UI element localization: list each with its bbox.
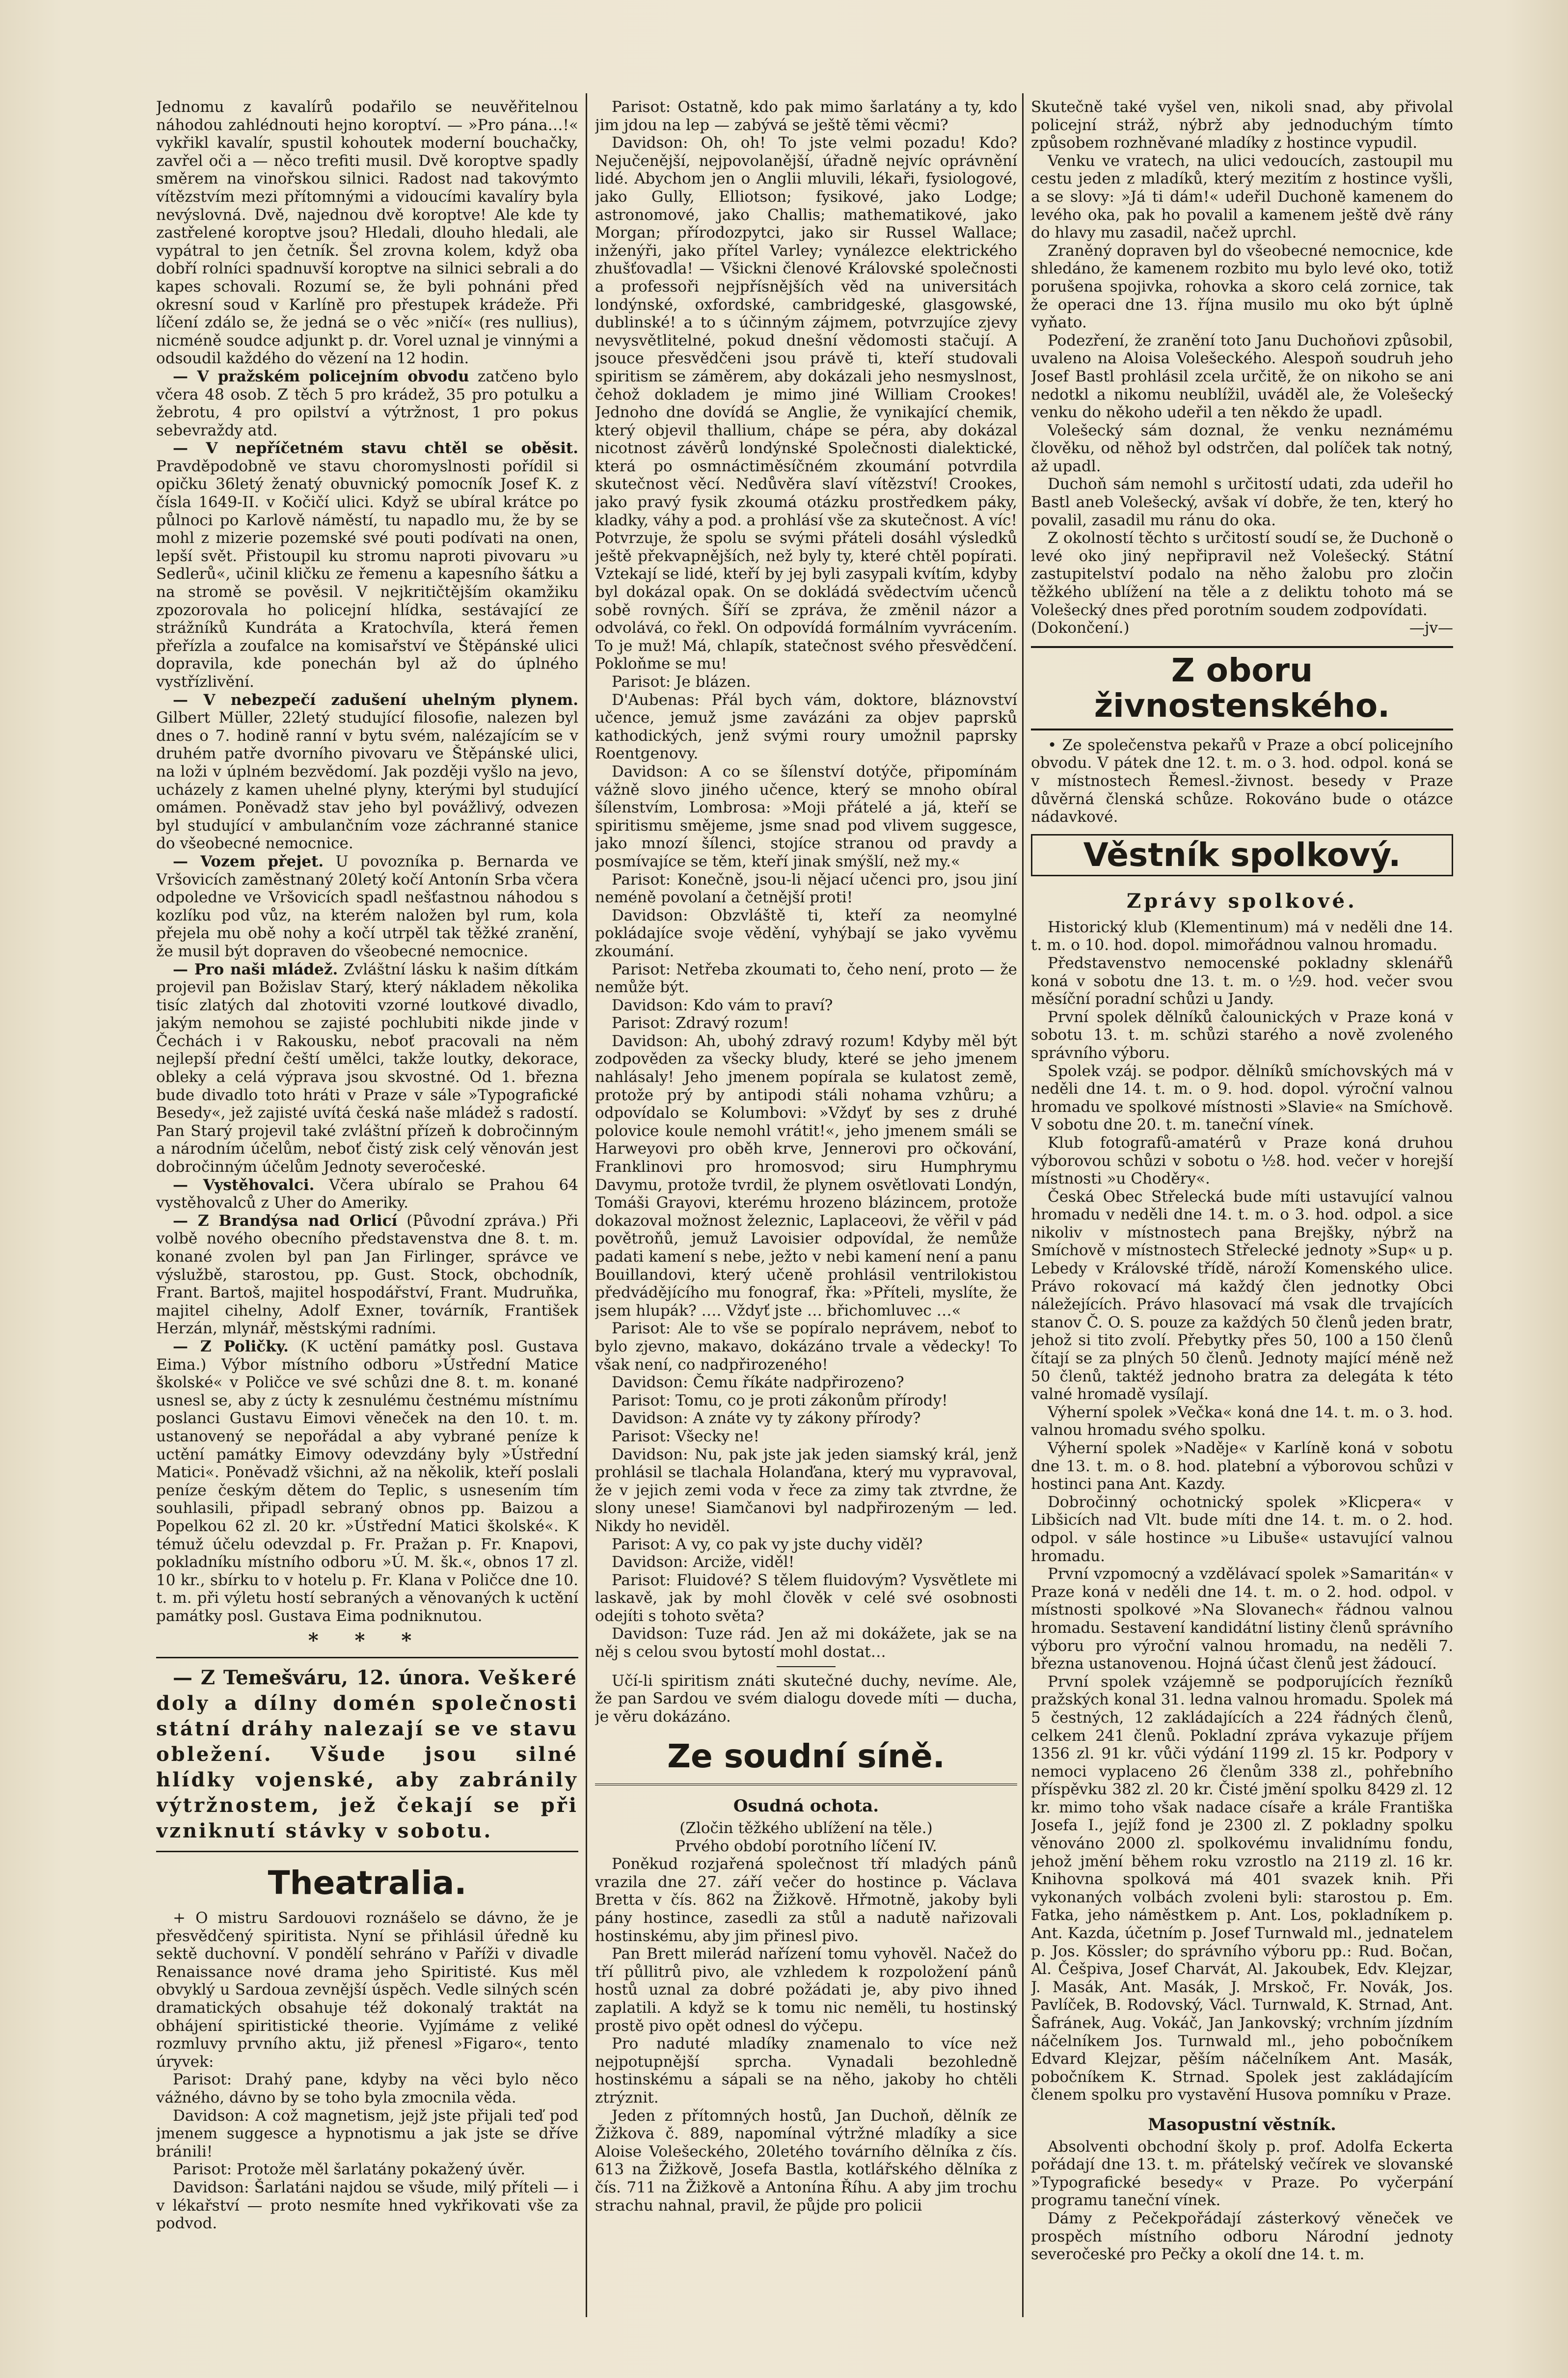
section-trade (1031, 646, 1453, 730)
dialogue-line: Parisot: Protože měl šarlatány pokažený úvěr. (173, 2161, 526, 2179)
news-item (156, 1338, 578, 1625)
article-paragraph: Volešecký sám doznal, že venku neznámému člověku, od něhož byl odstrčen, dal políček tak notný, až upadl. (1031, 421, 1453, 475)
news-heading: — Z Poličky. (173, 1337, 289, 1355)
news-text: Včera ubíralo se Prahou 64 vystěhovalců z Uher do Ameriky. (156, 1176, 578, 1212)
dialogue-line: Davidson: Obzvláště ti, kteří za neomylné pokládajíce svoje vědění, vyhýbají se jako vyvěmu zkoumání. (595, 906, 1017, 960)
article-paragraph: Podezření, že zranění toto Janu Duchoňovi způsobil, uvaleno na Aloisa Volešeckého. Alespoň soudruh jeho Josef Bastl prohlásil zcela určitě, že on nikoho se ani nedotkl a nikomu neublížil, uváděl ale, že Volešecký venku do někoho udeřil a ten někdo že upadl. (1031, 331, 1453, 422)
news-heading: — Vystěhovalci. (173, 1176, 315, 1194)
column-left (156, 98, 578, 2317)
section-associations (1031, 834, 1453, 876)
news-text: Zvláštní lásku k našim dítkám projevil pan Božislav Starý, který nákladem několika tisíc zlatých dal zhotoviti vzorné loutkové divadlo, jakým nemohou se zajisté pochlubiti nikde jinde v Čechách i v Rakousku, neboť pracovali na něm nejlepší přední čeští umělci, takže loutky, dekorace, obleky a celá výprava jsou skvostné. Od 1. března bude divadlo toto hráti v Praze v sále »Typografické Besedy«, jež zajisté uvítá česká naše mládež s radostí. Pan Starý projevil také zvláštní přízeň k dobročinným a národním účelům, neboť čistý zisk celý věnován jest dobročinným účelům Jednoty severočeské. (156, 960, 578, 1176)
dialogue-line: Parisot: Drahý pane, kdyby na věci bylo něco vážného, dávno by se toho byla zmocnila věda. (156, 2071, 578, 2107)
news-item (156, 368, 578, 439)
news-item (156, 1212, 578, 1338)
news-heading: — Vozem přejet. (173, 852, 324, 870)
news-heading: — V nebezpečí zadušení uhelným plynem. (173, 691, 578, 709)
dialogue-line: Parisot: Je blázen. (612, 673, 751, 691)
column-right (1031, 98, 1453, 2317)
news-note: (Původní zpráva.) (406, 1212, 547, 1230)
article-paragraph: Zraněný dopraven byl do všeobecné nemocnice, kde shledáno, že kamenem rozbito mu bylo levé oko, totiž porušena spojivka, rohovka a skoro celá zornice, tak že operaci dne 13. října musilo mu oko být úplně vyňato. (1031, 242, 1453, 332)
dialogue-line: Davidson: Tuze rád. Jen až mi dokážete, jak se na něj s celou svou bytostí mohl dostat… (595, 1625, 1017, 1661)
news-item: Dobročinný ochotnický spolek »Klicpera« v Libšicích nad Vlt. bude míti dne 14. t. m. o 2. hod. odpol. v sále hostince »u Libuše« ustavující valnou hromadu. (1031, 1493, 1453, 1565)
dialogue-line: Parisot: Konečně, jsou-li nějací učenci pro, jsou jiní neméně povolaní a četnější proti! (595, 870, 1017, 907)
dialogue-line: Parisot: Netřeba zkoumati to, čeho není, proto — že nemůže být. (595, 960, 1017, 997)
news-text: U povozníka p. Bernarda ve Vršovicích zaměstnaný 20letý kočí Antonín Srba včera odpoledne ve Vršovicích spadl nešťastnou náhodou s kozlíku pod vůz, na kterém naložen byl rum, kola přejela mu obě nohy a kočí utrpěl tak těžké zranění, že musil být dopraven do všeobecné nemocnice. (156, 852, 578, 960)
dialogue-line: Davidson: Čemu říkáte nadpřirozeno? (612, 1374, 904, 1392)
article-paragraph: Pan Brett milerád nařízení tomu vyhověl. Načež do tří půllitrů pivo, ale vzhledem k rozpoložení pánů hostů uznal za dobré požádati je, aby pivo ihned zaplatili. A když se k tomu nic neměli, tu hostinský prostě pivo opět odnesl do výčepu. (595, 1945, 1017, 2035)
article-paragraph: + O mistru Sardouovi roznášelo se dávno, že je přesvědčený spiritista. Nyní se přihlásil úředně ku sektě duchovní. V pondělí sehráno v Paříži v divadle Renaissance nové drama jeho Spiritisté. Kus měl obvyklý u Sardoua zevnější úspěch. Vedle silných scén dramatických obsahuje též dokonalý traktát na obhájení spiritistické theorie. Vyjímáme z veliké rozmluvy prvního aktu, již přenesl »Figaro«, tento úryvek: (156, 1909, 578, 2071)
news-item: První spolek vzájemně se podporujících řezníků pražských konal 31. ledna valnou hromadu. Spolek má 5 čestných, 12 zakládajících a 224 řádných členů, celkem 241 členů. Pokladní zpráva vykazuje příjem 1356 zl. 91 kr. vůči výdání 1199 zl. 15 kr. Podpory v nemoci vyplaceno 26 členům 338 zl., pohřebního příspěvku 382 zl. 20 kr. Čisté jmění spolku 8429 zl. 12 kr. mimo toho však nadace císaře a krále Františka Josefa I., jejíž fond je 2300 zl. Z pokladny spolku věnováno 2000 zl. spolkovému invalidnímu fondu, jehož jmění během roku vzrostlo na 2119 zl. 16 kr. Knihovna spolková má 401 svazek knih. Při vykonaných volbách zvoleni byli: starostou p. Em. Fatka, jeho náměstkem p. Ant. Los, pokladníkem p. Ant. Kazda, účetním p. Josef Turnwald ml., jednatelem p. Jos. Kössler; do správního výboru pp.: Rud. Bočan, Al. Češpiva, Josef Charvát, Al. Jakoubek, Edv. Klejzar, J. Masák, Ant. Masák, J. Mrskoč, Fr. Novák, Jos. Pavlíček, B. Rodovský, Václ. Turnwald, K. Strnad, Ant. Šafránek, Aug. Vokáč, Jan Jankovský; vrchním jízdním náčelníkem Jos. Turnwald ml., jeho pobočníkem Edvard Klejzar, pěším náčelníkem Ant. Masák, pobočníkem K. Strnad. Spolek jest zakládajícím členem spolku pro vystavění Husova pomníku v Praze. (1031, 1673, 1453, 2104)
section-title-associations: Věstník spolkový. (1083, 836, 1401, 874)
news-heading: — Z Temešváru, 12. února. (173, 1666, 471, 1690)
dialogue-line: Davidson: Oh, oh! To jste velmi pozadu! Kdo? Nejučenější, nejpovolanější, úřadně nejvíc oprávnění lidé. Abychom jen o Anglii mluvili, lékaři, fysiologové, jako Gully, Elliotson; fysikové, jako Lodge; astronomové, jako Challis; mathematikové, jako Morgan; přírodozpytci, jako sir Russel Wallace; inženýři, jako přítel Varley; vynálezce elektrického zhušťovadla! — Všickni členové Královské společnosti a professoři nejpřísnějších věd na universitách londýnské, oxfordské, cambridgeské, glasgowské, dublinské! a to s účinným zájmem, potvrzujíce zjevy nevysvětlitelné, pokud dnešní vědomosti stačují. A jsouce přesvědčeni jsou právě ti, kteří studovali spiritism se záměrem, aby dokázali jeho nesmyslnost, čehož dokladem je mimo jiné William Crookes! Jednoho dne dovídá se Anglie, že vynikající chemik, který objevil thallium, chápe se péra, aby dokázal nicotnost závěrů londýnské Společnosti dialektické, která po osmnáctiměsíčném zkoumání potvrdila skutečnost věcí. Nedůvěra slaví vítězství! Crookes, jako pravý fysik zkoumá otázku prostředkem páky, kladky, váhy a pod. a prohlásí vše za skutečnost. A víc! Potvrzuje, že spolu se svými přáteli dosáhl výsledků ještě překvapnějších, než byly ty, které chtěl popírati. Vztekají se lidé, kteří by jej byli zasypali kvítím, kdyby byl dokázal opak. On se dokládá svědectvím učenců sobě rovných. Šíří se zpráva, že změnil názor a odvolává, co řekl. On odpovídá formálním vyvrácením. To je muž! Má, chlapík, statečnost svého přesvědčení. Pokloňme se mu! (595, 134, 1017, 673)
section-title-theatralia: Theatralia. (268, 1864, 467, 1902)
column-middle (595, 98, 1017, 2317)
news-text: zatčeno bylo včera 48 osob. Z těch 5 pro krádež, 35 pro potulku a žebrotu, 4 pro opilství a výtržnost, 1 pro pokus sebevraždy atd. (156, 367, 578, 439)
news-text: Gilbert Müller, 22letý studující filosofie, nalezen byl dnes o 7. hodině ranní v bytu svém, nalézajícím se v druhém patře dvorního pivovaru ve Štěpánské ulici, na loži v úplném bezvědomí. Jak později vyšlo na jevo, ucházely z kamen uhelné plyny, kterými byl studující omámen. Poněvadž stav jeho byl povážlivý, odvezen byl studující v ambulančním voze záchranné stanice do všeobecné nemocnice. (156, 709, 578, 853)
column-rule (1022, 93, 1024, 2317)
news-item: Výherní spolek »Naděje« v Karlíně koná v sobotu dne 13. t. m. o 8. hod. platební a výborovou schůzi v hostinci pana Ant. Kazdy. (1031, 1439, 1453, 1493)
news-item: Klub fotografů-amatérů v Praze koná druhou výborovou schůzi v sobotu o ½8. hod. večer v horejší místnosti »u Choděry«. (1031, 1134, 1453, 1188)
news-item: • Ze společenstva pekařů v Praze a obcí policejního obvodu. V pátek dne 12. t. m. o 3. hod. odpol. koná se v místnostech Řemesl.-živnost. besedy v Praze důvěrná členská schůze. Rokováno bude o otázce nádavkové. (1031, 736, 1453, 826)
news-item: Česká Obec Střelecká bude míti ustavující valnou hromadu v neděli dne 14. t. m. o 3. hod. odpol. a sice nikoliv v místnostech pana Brejšky, nýbrž na Smíchově v místnostech Střelecké jednoty »Sup« u p. Lebedy v Královské třídě, nároží Komenského ulice. Právo rokovací má každý člen jednotky Obci náležejících. Právo hlasovací má vsak dle trvajících stanov Č. O. S. pouze za každých 50 členů jeden bratr, jehož si tito zvolí. Přebytky přes 50, 100 a 150 členů čítají se za plných 50 členů. Jednoty mající méně než 50 členů, taktéž jednoho bratra za delegáta k této valné hromadě vysílají. (1031, 1188, 1453, 1404)
news-item: Představenstvo nemocenské pokladny sklenářů koná v sobotu dne 13. t. m. o ½9. hod. večer svou měsíční poradní schůzi u Jandy. (1031, 954, 1453, 1008)
article-paragraph: Venku ve vratech, na ulici vedoucích, zastoupil mu cestu jeden z mladíků, který mezitím z hostince vyšli, a se slovy: »Já ti dám!« udeřil Duchoně kamenem do levého oka, pak ho povalil a kamenem ještě dvě rány do hlavy mu zasadil, načež uprchl. (1031, 152, 1453, 242)
article-paragraph: Skutečně také vyšel ven, nikoli snad, aby přivolal policejní stráž, nýbrž aby jednoduchým tímto způsobem rozhněvané mladíky z hostince vypudil. (1031, 98, 1453, 152)
news-item: První spolek dělníků čalounických v Praze koná v sobotu 13. t. m. schůzi starého a nově zvoleného správního výboru. (1031, 1008, 1453, 1062)
dialogue-line: Parisot: A vy, co pak vy jste duchy viděl? (612, 1535, 923, 1553)
news-item: Historický klub (Klementinum) má v neděli dne 14. t. m. o 10. hod. dopol. mimořádnou valnou hromadu. (1031, 918, 1453, 954)
news-item: První vzpomocný a vzdělávací spolek »Samaritán« v Praze koná v neděli dne 14. t. m. o 2. hod. odpol. v místnosti spolkové »Na Slovanech« řádnou valnou hromadu. Sestavení kandidátní listiny členů správního výboru pro výroční valnou hromadu, na neděli 7. března ustanovenou. Hojná účast členů jest žádoucí. (1031, 1565, 1453, 1673)
news-item (156, 961, 578, 1176)
article-paragraph: Pro naduté mladíky znamenalo to více než nejpotupnější sprcha. Vynadali bezohledně hostinskému a sápali se na něho, jakoby ho chtěli ztrýznit. (595, 2035, 1017, 2107)
article-title: Osudná ochota. (733, 1796, 879, 1816)
news-text: Při volbě nového obecního představenstva dne 8. t. m. konané zvolen byl pan Jan Firlinger, správce ve výslužbě, starostou, pp. Gust. Stock, obchodník, Frant. Bartoš, majitel hospodářství, Frant. Mudruňka, majitel cihelny, Adolf Exner, továrník, František Herzán, mlynář, městskými radními. (156, 1212, 578, 1338)
news-item (156, 439, 578, 691)
news-text: Veškeré doly a dílny domén společnosti státní dráhy nalezají se ve stavu obležení. Všude jsou silné hlídky vojenské, aby zabránily výtržnostem, jež čekají se při vzniknutí stávky v sobotu. (156, 1666, 578, 1843)
dialogue-line: Parisot: Ale to vše se popíralo neprávem, neboť to bylo zjevno, makavo, dokázáno trvale a vědecky! To však není, co nadpřirozeného! (595, 1320, 1017, 1374)
dialogue-line: Parisot: Všecky ne! (612, 1427, 759, 1445)
article-paragraph: Jeden z přítomných hostů, Jan Duchoň, dělník ze Žižkova č. 889, napomínal výtržné mladíky a sice Aloise Volešeckého, 20letého továrního dělníka z čís. 613 na Žižkově, Josefa Bastla, kotlářského dělníka z čís. 711 na Žižkově a Antonína Říhu. A aby jim trochu strachu nahnal, pravil, že půjde pro policii (595, 2107, 1017, 2215)
dialogue-line: Parisot: Tomu, co je proti zákonům přírody! (612, 1391, 948, 1409)
article-footer (1031, 619, 1453, 637)
news-heading: — Z Brandýsa nad Orlicí (173, 1212, 398, 1230)
dialogue-line: Davidson: Šarlatáni najdou se všude, milý příteli — i v lékařství — proto nesmíte hned vykřikovati vše za podvod. (156, 2178, 578, 2233)
column-rule (586, 93, 587, 2317)
section-stars: * * * (308, 1629, 427, 1652)
news-text: Pravděpodobně ve stavu choromyslnosti pořídil si opičku 36letý ženatý obuvnický pomocník Josef K. z čísla 1649-II. v Kočičí ulici. Když se ubíral krátce po půlnoci po Karlově náměstí, tu napadlo mu, že by se mohl z mizerie pozemské své pouti podívati na onen, lepší svět. Přistoupil ku stromu naproti pivovaru »u Sedlerů«, učinil kličku ze řemenu a kapesního šátku a na stromě se pověsil. V nejkritičtějším okamžiku zpozorovala ho policejní hlídka, sestávající ze strážníků Kundráta a Kratochvíla, která řemen přeřízla a zoufalce na komisařství ve Štěpánské ulici dopravila, kde ponechán byl až do úplného vystřízlivění. (156, 457, 578, 691)
divider (156, 1657, 578, 1658)
news-item: Dámy z Pečekpořádají zásterkový věneček ve prospěch místního odboru Národní jednoty severočeské pro Pečky a okolí dne 14. t. m. (1031, 2209, 1453, 2264)
dialogue-line: Davidson: Nu, pak jste jak jeden siamský král, jenž prohlásil se tlachala Holanďana, který mu vypravoval, že v jejich zemi voda v řece za zimy tak ztvrdne, že slony unese! Siamčanovi byl nadpřirozeným — led. Nikdy ho neviděl. (595, 1445, 1017, 1535)
subsection-title: Zprávy spolkové. (1127, 889, 1357, 913)
subsection-title: Masopustní věstník. (1148, 2114, 1336, 2135)
news-text: (K uctění památky posl. Gustava Eima.) Výbor místního odboru »Ústřední Matice školské« v Poličce ve své schůzi dne 8. t. m. konané usnesl se, aby z úcty k zesnulému čestnému místnímu poslanci Gustavu Eimovi věneček na den 10. t. m. ustanovený se nepořádal a aby vybrané peníze k uctění památky Eimovy odevzdány byly »Ústřední Matici«. Poněvadž všichni, až na několik, kteří poslali peníze českým dětem do Teplic, s usnesením tím souhlasili, připadl sebraný obnos pp. Baizou a Popelkou 62 zl. 20 kr. »Ústřední Matici školské«. K témuž účelu odevzdal p. Fr. Pražan p. Fr. Knapovi, pokladníku místního odboru »Ú. M. šk.«, obnos 17 zl. 10 kr., sbírku to v hotelu p. Fr. Klana v Poličce dne 10. t. m. při výletu hostí sebraných a věnovaných k uctění památky posl. Gustava Eima podniknutou. (156, 1337, 578, 1625)
news-item: Výherní spolek »Večka« koná dne 14. t. m. o 3. hod. valnou hromadu svého spolku. (1031, 1403, 1453, 1439)
article-paragraph: Jednomu z kavalírů podařilo se neuvěřitelnou náhodou zahlédnouti hejno koroptví. — »Pro pána…!« vykřikl kavalír, spustil kohoutek moderní bouchačky, zavřel oči a — něco trefiti musil. Dvě koroptve spadly směrem na vinořskou silnici. Radost nad takovýmto vítězstvím mezi přítomnými a vidoucími kavalíry byla nevýslovná. Dvě, najednou dvě koroptve! Ale kde ty zastřelené koroptve jsou? Hledali, dlouho hledali, ale vypátral to jen četník. Šel zrovna kolem, když oba dobří rolníci spadnuvší koroptve na silnici sebrali a do kapes schovali. Rozumí se, že byli pohnáni před okresní soud v Karlíně pro přestupek krádeže. Při líčení zdálo se, že jedná se o věc »ničí« (res nullius), nicméně soudce adjunkt p. dr. Vorel uznal je vinnými a odsoudil každého do vězení na 12 hodin. (156, 98, 578, 368)
article-subtitle: Prvého období porotního líčení IV. (675, 1837, 937, 1855)
article-paragraph: Učí-li spiritism znáti skutečné duchy, nevíme. Ale, že pan Sardou ve svém dialogu dovede míti — ducha, je věru dokázáno. (595, 1672, 1017, 1726)
divider (156, 1851, 578, 1852)
divider (777, 1666, 836, 1667)
dialogue-line: Davidson: Kdo vám to praví? (612, 996, 833, 1014)
article-paragraph: Poněkud rozjařená společnost tří mladých pánů vrazila dne 27. září večer do hostince p. Václava Bretta v čís. 862 na Žižkově. Hřmotně, jakoby byli pány hostince, zasedli za stůl a nadutě nařizovali hostinskému, aby jim přinesl pivo. (595, 1855, 1017, 1945)
continued-note: (Dokončení.) (1031, 619, 1130, 637)
section-title-court: Ze soudní síně. (595, 1734, 1017, 1785)
news-item: Spolek vzáj. se podpor. dělníků smíchovských má v neděli dne 14. t. m. o 9. hod. dopol. výroční valnou hromadu ve spolkové místnosti »Slavie« na Smíchově. V sobotu dne 20. t. m. taneční vínek. (1031, 1062, 1453, 1134)
dialogue-line: Davidson: A což magnetism, jejž jste přijali teď pod jmenem suggesce a hypnotismu a jak jste se dříve bránili! (156, 2107, 578, 2161)
dialogue-line: Parisot: Zdravý rozum! (612, 1014, 789, 1032)
news-heading: — V nepříčetném stavu chtěl se oběsit. (173, 439, 578, 458)
dialogue-line: Davidson: Arciže, viděl! (612, 1553, 795, 1571)
news-heading: — V pražském policejním obvodu (173, 367, 469, 385)
news-item (156, 1665, 578, 1844)
article-paragraph: Duchoň sám nemohl s určitostí udati, zda udeřil ho Bastl aneb Volešecký, avšak ví dobře, že ten, který ho povalil, zasadil mu ránu do oka. (1031, 475, 1453, 529)
dialogue-line: D'Aubenas: Přál bych vám, doktore, bláznovství učence, jemuž jsme zavázáni za objev paprsků kathodických, jenž svými roury umožnil paprsky Roentgenovy. (595, 691, 1017, 763)
news-item: Absolventi obchodní školy p. prof. Adolfa Eckerta pořádají dne 13. t. m. přátelský večírek ve slovanské »Typografické besedy« v Praze. Po vyčerpání programu taneční vínek. (1031, 2137, 1453, 2210)
news-item (156, 853, 578, 961)
dialogue-line: Parisot: Fluidové? S tělem fluidovým? Vysvětlete mi laskavě, jak by mohl člověk v celé své osobnosti odejíti s tohoto světa? (595, 1571, 1017, 1625)
news-heading: — Pro naši mládež. (173, 960, 338, 978)
dialogue-line: Davidson: A znáte vy ty zákony přírody? (612, 1409, 921, 1428)
section-title-trade: Z oboru živnostenského. (1094, 651, 1390, 725)
news-item (156, 691, 578, 853)
author-mark: —jv— (1409, 619, 1453, 637)
article-subtitle: (Zločin těžkého ublížení na těle.) (679, 1819, 933, 1838)
dialogue-line: Davidson: Ah, ubohý zdravý rozum! Kdyby měl být zodpověden za všecky bludy, které se jeho jmenem nahlásaly! Jeho jmenem popírala se kulatost země, protože prý by antipodi stáli nohama vzhůru; a odpovídalo se Kolumbovi: »Vždyť by ses z druhé polovice koule nemohl vrátit!«, jeho jmenem smáli se Harweyovi pro oběh krve, Jennerovi pro očkování, Franklinovi pro hromosvod; siru Humphrymu Davymu, protože tvrdil, že plynem osvětlovati Londýn, Tomáši Grayovi, kterému hrozeno blázincem, protože dokazoval možnost železnic, Laplaceovi, že věřil v pád povětroňů, jemuž Lavoisier odpovídal, že nemůže padati kamení s nebe, ježto v nebi kamení není a panu Bouillandovi, který učeně prohlásil ventrilokistou předvádějícího mu fonograf, řka: »Příteli, myslíte, že jsem hlupák? …. Vždyť jste … břichomluvec …« (595, 1032, 1017, 1320)
news-item (156, 1176, 578, 1212)
article-paragraph: Z okolností těchto s určitostí soudí se, že Duchoně o levé oko jiný nepřipravil než Volešecký. Státní zastupitelství podalo na něho žalobu pro zločin těžkého ublížení na těle a z deliktu tohoto má se Volešecký dnes před porotním soudem zodpovídati. (1031, 529, 1453, 619)
dialogue-line: Davidson: A co se šílenství dotýče, připomínám vážně slovo jiného učence, který se mnoho obíral šílenstvím, Lombrosa: »Moji přátelé a já, kteří se spiritismu smějeme, jsme snad pod vlivem suggesce, jako mnozí šílenci, stojíce stranou od pravdy a posmívajíce se těm, kteří jinak smýšlí, než my.« (595, 762, 1017, 870)
dialogue-line: Parisot: Ostatně, kdo pak mimo šarlatány a ty, kdo jim jdou na lep — zabývá se ještě těmi věcmi? (595, 98, 1017, 134)
